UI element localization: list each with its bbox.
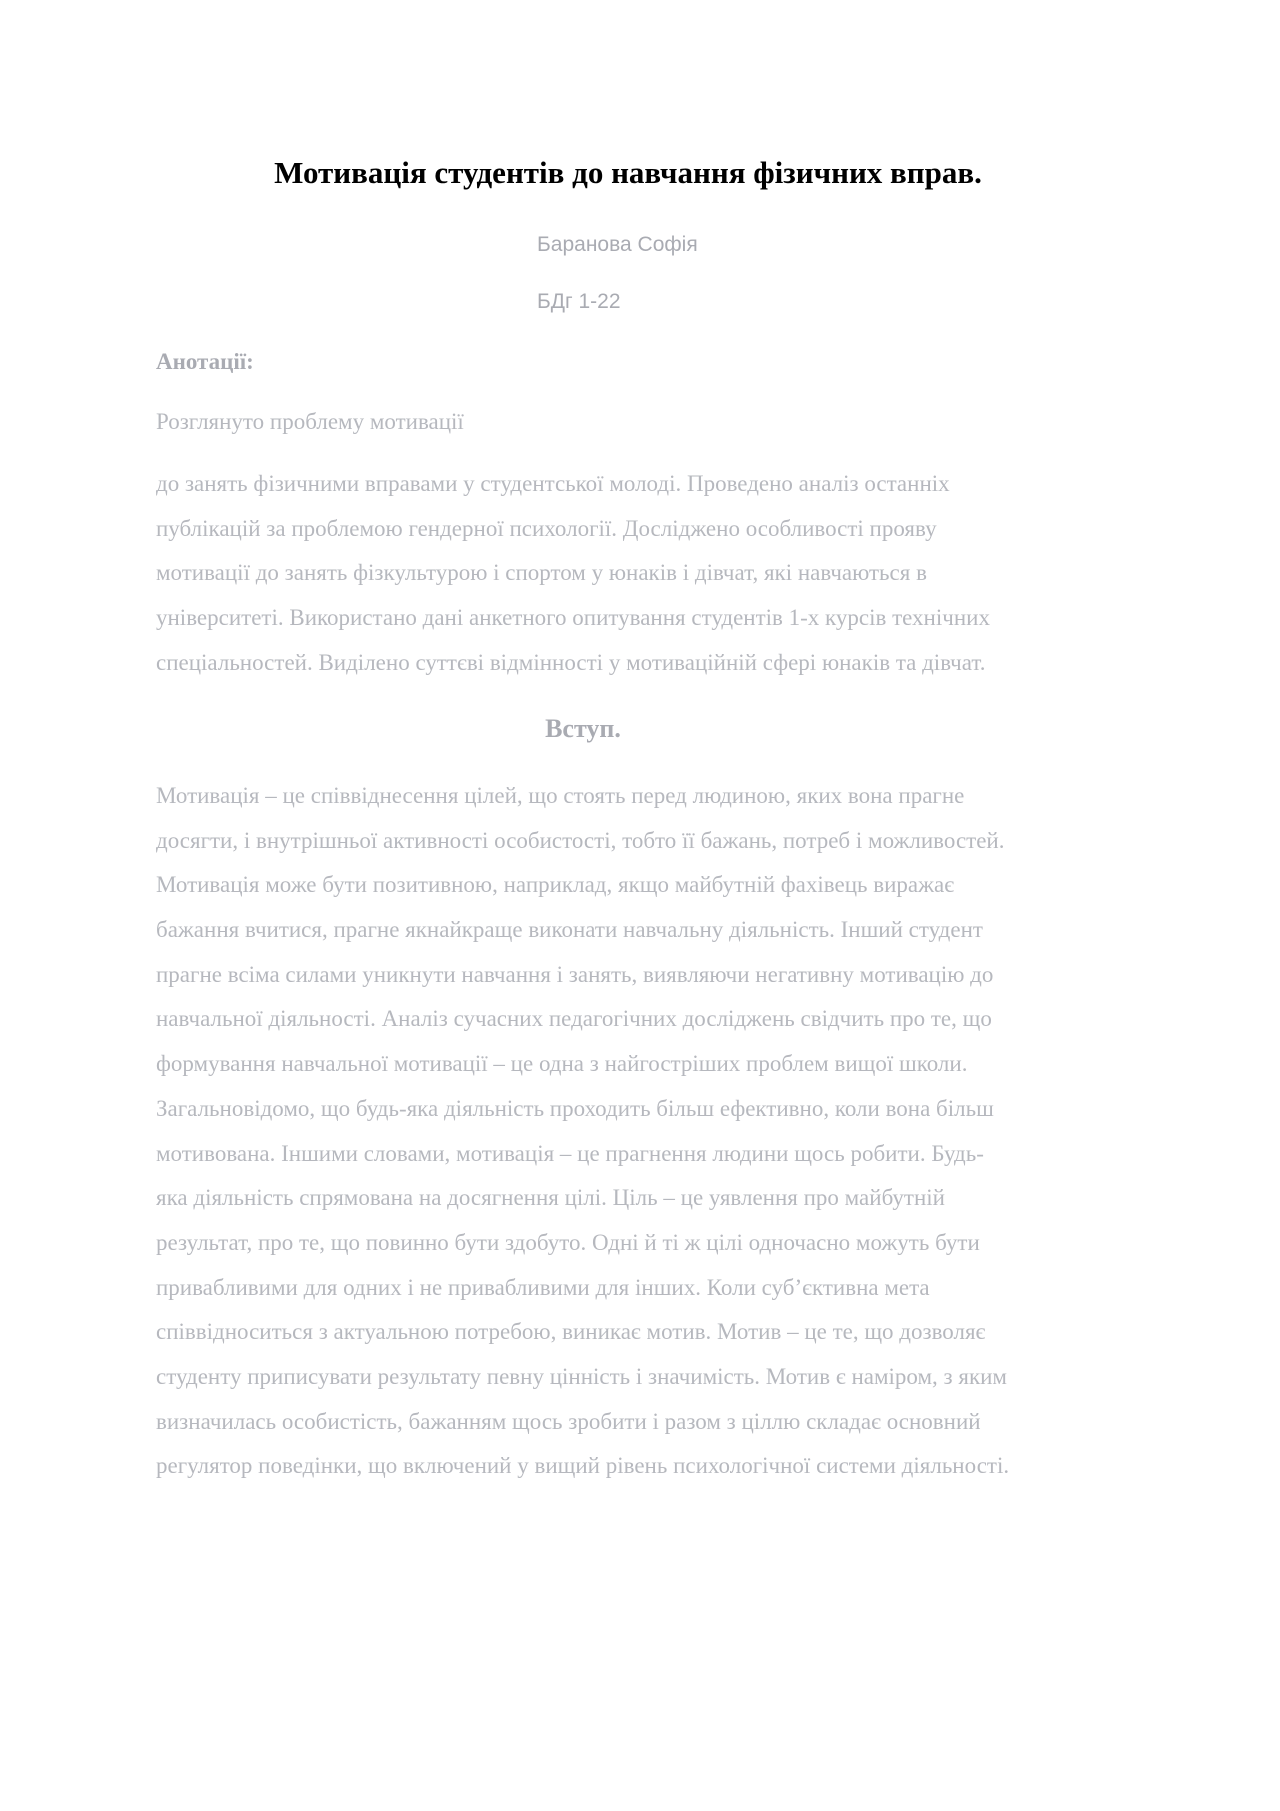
text-line: публікацій за проблемою гендерної психології. Досліджено особливості прояву [156, 515, 937, 541]
text-line: бажання вчитися, прагне якнайкраще виконати навчальну діяльність. Інший студент [156, 917, 983, 943]
text-line: мотивована. Іншими словами, мотивація – це прагнення людини щось робити. Будь- [156, 1140, 984, 1166]
text-line: співвідноситься з актуальною потребою, виникає мотив. Мотив – це те, що дозволяє [156, 1319, 986, 1345]
author-name: Баранова Софія [537, 233, 698, 256]
text-line: привабливими для одних і не привабливими для інших. Коли суб’єктивна мета [156, 1274, 930, 1300]
text-line: спеціальностей. Виділено суттєві відмінності у мотиваційній сфері юнаків та дівчат. [156, 649, 986, 675]
text-line: мотивації до занять фізкультурою і спортом у юнаків і дівчат, які навчаються в [156, 560, 927, 586]
text-line: навчальної діяльності. Аналіз сучасних педагогічних досліджень свідчить про те, що [156, 1006, 992, 1032]
text-line: Мотивація – це співвіднесення цілей, що стоять перед людиною, яких вона прагне [156, 783, 965, 808]
text-line: Мотивація може бути позитивною, наприклад, якщо майбутній фахівець виражає [156, 872, 955, 898]
text-line: формування навчальної мотивації – це одна з найгостріших проблем вищої школи. [156, 1051, 968, 1077]
text-line: до занять фізичними вправами у студентської молоді. Проведено аналіз останніх [156, 471, 950, 496]
introduction-heading: Вступ. [545, 714, 621, 743]
text-line: визначилась особистість, бажанням щось зробити і разом з ціллю складає основний [156, 1408, 981, 1434]
text-line: університеті. Використано дані анкетного опитування студентів 1-х курсів технічних [156, 605, 990, 631]
abstract-heading: Анотації: [156, 349, 254, 374]
text-line: регулятор поведінки, що включений у вищий рівень психологічної системи діяльності. [156, 1453, 1010, 1479]
text-line: досягти, і внутрішньої активності особистості, тобто її бажань, потреб і можливостей. [156, 827, 1005, 853]
text-line: Загальновідомо, що будь-яка діяльність проходить більш ефективно, коли вона більш [156, 1095, 994, 1121]
introduction-body [156, 781, 1156, 1496]
student-group: БДг 1-22 [537, 290, 621, 313]
document-title: Мотивація студентів до навчання фізичних вправ. [274, 155, 982, 190]
abstract-lead: Розглянуто проблему мотивації [156, 409, 464, 434]
abstract-body [156, 469, 1156, 692]
text-line: прагне всіма силами уникнути навчання і занять, виявляючи негативну мотивацію до [156, 961, 994, 987]
text-line: результат, про те, що повинно бути здобуто. Одні й ті ж цілі одночасно можуть бути [156, 1229, 980, 1255]
text-line: студенту приписувати результату певну цінність і значимість. Мотив є наміром, з яким [156, 1363, 1007, 1389]
text-line: яка діяльність спрямована на досягнення цілі. Ціль – це уявлення про майбутній [156, 1185, 945, 1211]
